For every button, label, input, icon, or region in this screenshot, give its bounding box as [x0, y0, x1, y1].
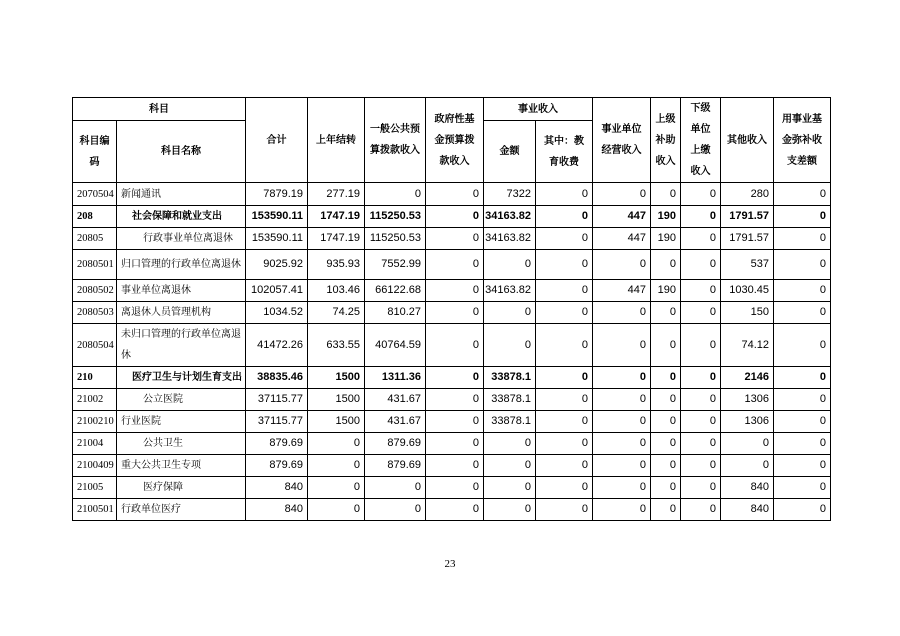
name-cell: 社会保障和就业支出 [117, 206, 246, 228]
name-cell: 重大公共卫生专项 [117, 455, 246, 477]
general-budget-cell: 7552.99 [365, 250, 426, 280]
business-amount-cell: 34163.82 [484, 206, 536, 228]
business-amount-cell: 34163.82 [484, 280, 536, 302]
carryover-cell: 0 [308, 455, 365, 477]
fund-budget-cell: 0 [426, 324, 484, 367]
carryover-cell: 0 [308, 433, 365, 455]
fund-makeup-cell: 0 [774, 206, 831, 228]
carryover-cell: 277.19 [308, 183, 365, 206]
table-body [73, 183, 831, 521]
subordinate-remit-cell: 0 [681, 302, 721, 324]
name-cell: 医疗卫生与计划生育支出 [117, 367, 246, 389]
operating-income-cell: 0 [593, 367, 651, 389]
business-amount-cell: 0 [484, 455, 536, 477]
header-subject-code [73, 121, 117, 183]
other-income-cell: 2146 [721, 367, 774, 389]
table-row [73, 206, 831, 228]
fund-makeup-cell: 0 [774, 280, 831, 302]
fund-budget-cell: 0 [426, 206, 484, 228]
header-carryover [308, 98, 365, 183]
table-row [73, 477, 831, 499]
general-budget-cell: 0 [365, 183, 426, 206]
header-subordinate-remit [681, 98, 721, 183]
header-general-budget-label: 一般公共预算拨款收入 [370, 124, 420, 156]
education-fees-cell: 0 [536, 389, 593, 411]
fund-makeup-cell: 0 [774, 183, 831, 206]
other-income-cell: 0 [721, 433, 774, 455]
code-cell: 20805 [73, 228, 117, 250]
superior-subsidy-cell: 0 [651, 433, 681, 455]
general-budget-cell: 1311.36 [365, 367, 426, 389]
subordinate-remit-cell: 0 [681, 250, 721, 280]
education-fees-cell: 0 [536, 228, 593, 250]
business-amount-cell: 0 [484, 324, 536, 367]
total-cell: 1034.52 [246, 302, 308, 324]
name-cell: 公共卫生 [117, 433, 246, 455]
name-cell: 行政单位医疗 [117, 499, 246, 521]
fund-makeup-cell: 0 [774, 228, 831, 250]
operating-income-cell: 0 [593, 477, 651, 499]
business-amount-cell: 33878.1 [484, 367, 536, 389]
other-income-cell: 280 [721, 183, 774, 206]
superior-subsidy-cell: 0 [651, 183, 681, 206]
operating-income-cell: 0 [593, 250, 651, 280]
fund-makeup-cell: 0 [774, 324, 831, 367]
subordinate-remit-cell: 0 [681, 499, 721, 521]
general-budget-cell: 0 [365, 477, 426, 499]
business-amount-cell: 0 [484, 250, 536, 280]
code-cell: 2100501 [73, 499, 117, 521]
operating-income-cell: 0 [593, 411, 651, 433]
header-fund-budget-label: 政府性基金预算拨款收入 [434, 113, 475, 167]
header-row [73, 98, 831, 121]
general-budget-cell: 879.69 [365, 433, 426, 455]
superior-subsidy-cell: 0 [651, 411, 681, 433]
fund-budget-cell: 0 [426, 183, 484, 206]
header-subject-name-label: 科目名称 [161, 146, 201, 157]
header-education-fees-label: 其中：教育收费 [544, 135, 584, 168]
operating-income-cell: 0 [593, 324, 651, 367]
header-business-income-label: 事业收入 [518, 103, 558, 115]
education-fees-cell: 0 [536, 324, 593, 367]
fund-makeup-cell: 0 [774, 477, 831, 499]
fund-makeup-cell: 0 [774, 250, 831, 280]
operating-income-cell: 0 [593, 183, 651, 206]
header-fund-makeup [774, 98, 831, 183]
carryover-cell: 103.46 [308, 280, 365, 302]
carryover-cell: 0 [308, 499, 365, 521]
header-carryover-label: 上年结转 [316, 134, 356, 146]
subordinate-remit-cell: 0 [681, 228, 721, 250]
other-income-cell: 1030.45 [721, 280, 774, 302]
header-fund-makeup-label: 用事业基金弥补收支差额 [782, 113, 822, 167]
total-cell: 37115.77 [246, 389, 308, 411]
total-cell: 879.69 [246, 433, 308, 455]
subordinate-remit-cell: 0 [681, 433, 721, 455]
total-cell: 38835.46 [246, 367, 308, 389]
header-subject-name [117, 121, 246, 183]
subordinate-remit-cell: 0 [681, 389, 721, 411]
code-cell: 21004 [73, 433, 117, 455]
header-other-income-label: 其他收入 [727, 134, 767, 146]
total-cell: 37115.77 [246, 411, 308, 433]
other-income-cell: 74.12 [721, 324, 774, 367]
superior-subsidy-cell: 190 [651, 228, 681, 250]
operating-income-cell: 447 [593, 280, 651, 302]
total-cell: 840 [246, 477, 308, 499]
table-row [73, 302, 831, 324]
business-amount-cell: 0 [484, 433, 536, 455]
total-cell: 7879.19 [246, 183, 308, 206]
superior-subsidy-cell: 0 [651, 499, 681, 521]
total-cell: 41472.26 [246, 324, 308, 367]
header-other-income [721, 98, 774, 183]
business-amount-cell: 33878.1 [484, 411, 536, 433]
fund-makeup-cell: 0 [774, 433, 831, 455]
superior-subsidy-cell: 190 [651, 206, 681, 228]
general-budget-cell: 115250.53 [365, 206, 426, 228]
code-cell: 210 [73, 367, 117, 389]
fund-makeup-cell: 0 [774, 367, 831, 389]
general-budget-cell: 66122.68 [365, 280, 426, 302]
code-cell: 2080502 [73, 280, 117, 302]
operating-income-cell: 0 [593, 499, 651, 521]
carryover-cell: 1747.19 [308, 206, 365, 228]
fund-budget-cell: 0 [426, 477, 484, 499]
operating-income-cell: 0 [593, 302, 651, 324]
fund-budget-cell: 0 [426, 411, 484, 433]
table-row [73, 280, 831, 302]
general-budget-cell: 115250.53 [365, 228, 426, 250]
education-fees-cell: 0 [536, 206, 593, 228]
fund-budget-cell: 0 [426, 250, 484, 280]
superior-subsidy-cell: 0 [651, 324, 681, 367]
general-budget-cell: 879.69 [365, 455, 426, 477]
operating-income-cell: 0 [593, 389, 651, 411]
code-cell: 208 [73, 206, 117, 228]
other-income-cell: 0 [721, 455, 774, 477]
subordinate-remit-cell: 0 [681, 455, 721, 477]
name-cell: 行业医院 [117, 411, 246, 433]
table-row [73, 411, 831, 433]
education-fees-cell: 0 [536, 433, 593, 455]
operating-income-cell: 447 [593, 228, 651, 250]
fund-budget-cell: 0 [426, 389, 484, 411]
fund-makeup-cell: 0 [774, 499, 831, 521]
other-income-cell: 1306 [721, 389, 774, 411]
total-cell: 9025.92 [246, 250, 308, 280]
subordinate-remit-cell: 0 [681, 206, 721, 228]
code-cell: 2080504 [73, 324, 117, 367]
name-cell: 行政事业单位离退休 [117, 228, 246, 250]
fund-budget-cell: 0 [426, 433, 484, 455]
operating-income-cell: 447 [593, 206, 651, 228]
general-budget-cell: 431.67 [365, 389, 426, 411]
carryover-cell: 1500 [308, 367, 365, 389]
other-income-cell: 1791.57 [721, 206, 774, 228]
table-row [73, 228, 831, 250]
subordinate-remit-cell: 0 [681, 411, 721, 433]
carryover-cell: 1500 [308, 389, 365, 411]
name-cell: 医疗保障 [117, 477, 246, 499]
header-general-budget [365, 98, 426, 183]
header-superior-subsidy [651, 98, 681, 183]
carryover-cell: 1500 [308, 411, 365, 433]
page-number: 23 [444, 558, 456, 570]
superior-subsidy-cell: 0 [651, 455, 681, 477]
code-cell: 21005 [73, 477, 117, 499]
total-cell: 153590.11 [246, 228, 308, 250]
operating-income-cell: 0 [593, 455, 651, 477]
header-subject [73, 98, 246, 121]
other-income-cell: 1791.57 [721, 228, 774, 250]
other-income-cell: 150 [721, 302, 774, 324]
header-business-income [484, 98, 593, 121]
table-row [73, 499, 831, 521]
subordinate-remit-cell: 0 [681, 324, 721, 367]
education-fees-cell: 0 [536, 250, 593, 280]
table-row [73, 389, 831, 411]
subordinate-remit-cell: 0 [681, 183, 721, 206]
table-row [73, 455, 831, 477]
name-cell: 公立医院 [117, 389, 246, 411]
total-cell: 840 [246, 499, 308, 521]
other-income-cell: 840 [721, 499, 774, 521]
education-fees-cell: 0 [536, 499, 593, 521]
header-operating-income [593, 98, 651, 183]
carryover-cell: 633.55 [308, 324, 365, 367]
superior-subsidy-cell: 0 [651, 477, 681, 499]
general-budget-cell: 0 [365, 499, 426, 521]
header-total-label: 合计 [266, 134, 287, 146]
code-cell: 2080501 [73, 250, 117, 280]
other-income-cell: 840 [721, 477, 774, 499]
total-cell: 153590.11 [246, 206, 308, 228]
carryover-cell: 74.25 [308, 302, 365, 324]
fund-budget-cell: 0 [426, 499, 484, 521]
total-cell: 102057.41 [246, 280, 308, 302]
code-cell: 2070504 [73, 183, 117, 206]
name-cell: 未归口管理的行政单位离退休 [117, 324, 246, 367]
header-operating-income-label: 事业单位经营收入 [601, 124, 642, 156]
superior-subsidy-cell: 0 [651, 250, 681, 280]
header-subject-code-label: 科目编码 [79, 135, 110, 168]
header-subject-label: 科目 [149, 103, 169, 115]
education-fees-cell: 0 [536, 455, 593, 477]
other-income-cell: 1306 [721, 411, 774, 433]
education-fees-cell: 0 [536, 411, 593, 433]
business-amount-cell: 33878.1 [484, 389, 536, 411]
header-superior-subsidy-label: 上级补助收入 [655, 113, 676, 167]
name-cell: 事业单位离退休 [117, 280, 246, 302]
general-budget-cell: 810.27 [365, 302, 426, 324]
education-fees-cell: 0 [536, 367, 593, 389]
name-cell: 新闻通讯 [117, 183, 246, 206]
carryover-cell: 935.93 [308, 250, 365, 280]
operating-income-cell: 0 [593, 433, 651, 455]
fund-budget-cell: 0 [426, 228, 484, 250]
table-row [73, 433, 831, 455]
business-amount-cell: 34163.82 [484, 228, 536, 250]
general-budget-cell: 431.67 [365, 411, 426, 433]
budget-table [72, 97, 831, 521]
table-header [73, 98, 831, 183]
other-income-cell: 537 [721, 250, 774, 280]
education-fees-cell: 0 [536, 477, 593, 499]
fund-budget-cell: 0 [426, 280, 484, 302]
fund-budget-cell: 0 [426, 367, 484, 389]
table-row [73, 183, 831, 206]
subordinate-remit-cell: 0 [681, 477, 721, 499]
fund-makeup-cell: 0 [774, 411, 831, 433]
business-amount-cell: 0 [484, 477, 536, 499]
header-subordinate-remit-label: 下级单位上缴收入 [690, 103, 711, 177]
carryover-cell: 1747.19 [308, 228, 365, 250]
fund-makeup-cell: 0 [774, 302, 831, 324]
header-education-fees [536, 121, 593, 183]
business-amount-cell: 7322 [484, 183, 536, 206]
subordinate-remit-cell: 0 [681, 367, 721, 389]
education-fees-cell: 0 [536, 280, 593, 302]
fund-budget-cell: 0 [426, 455, 484, 477]
code-cell: 2100210 [73, 411, 117, 433]
name-cell: 离退休人员管理机构 [117, 302, 246, 324]
code-cell: 2100409 [73, 455, 117, 477]
superior-subsidy-cell: 190 [651, 280, 681, 302]
subordinate-remit-cell: 0 [681, 280, 721, 302]
education-fees-cell: 0 [536, 302, 593, 324]
business-amount-cell: 0 [484, 302, 536, 324]
superior-subsidy-cell: 0 [651, 389, 681, 411]
carryover-cell: 0 [308, 477, 365, 499]
superior-subsidy-cell: 0 [651, 367, 681, 389]
table-row [73, 324, 831, 367]
table-row [73, 250, 831, 280]
total-cell: 879.69 [246, 455, 308, 477]
header-business-amount [484, 121, 536, 183]
header-business-amount-label: 金额 [499, 146, 520, 157]
code-cell: 21002 [73, 389, 117, 411]
header-fund-budget [426, 98, 484, 183]
fund-makeup-cell: 0 [774, 455, 831, 477]
superior-subsidy-cell: 0 [651, 302, 681, 324]
fund-budget-cell: 0 [426, 302, 484, 324]
table-row [73, 367, 831, 389]
fund-makeup-cell: 0 [774, 389, 831, 411]
name-cell: 归口管理的行政单位离退休 [117, 250, 246, 280]
general-budget-cell: 40764.59 [365, 324, 426, 367]
header-total [246, 98, 308, 183]
education-fees-cell: 0 [536, 183, 593, 206]
business-amount-cell: 0 [484, 499, 536, 521]
code-cell: 2080503 [73, 302, 117, 324]
